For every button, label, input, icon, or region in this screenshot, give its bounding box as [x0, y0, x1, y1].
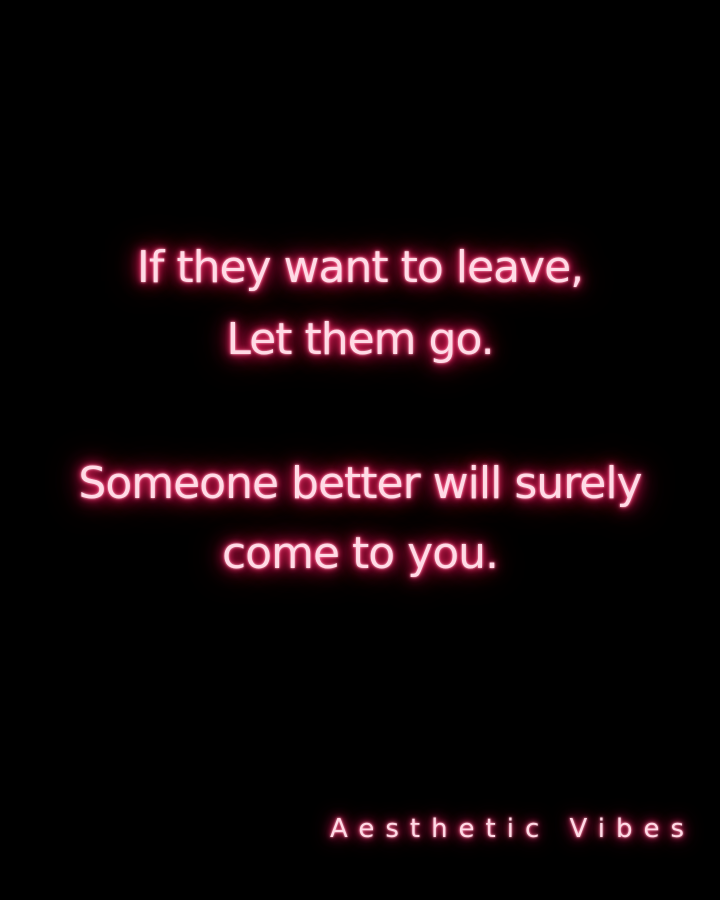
quote-line-1: If they want to leave,	[136, 242, 584, 293]
quote-line-4: come to you.	[221, 528, 499, 579]
quote-line-2: Let them go.	[226, 314, 494, 365]
brand-signature: Aesthetic Vibes	[330, 814, 696, 844]
quote-line-3: Someone better will surely	[78, 458, 642, 509]
